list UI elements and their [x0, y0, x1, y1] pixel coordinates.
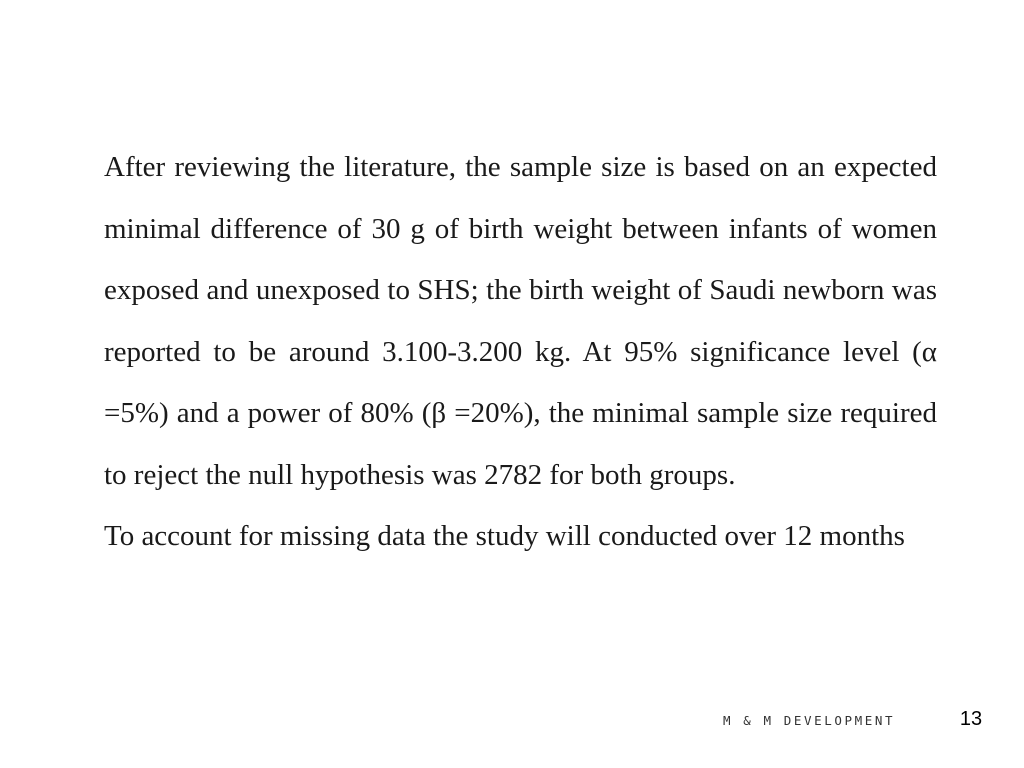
- page-number: 13: [959, 708, 983, 730]
- footer-text: M & M DEVELOPMENT: [723, 712, 896, 728]
- paragraph-study-duration: To account for missing data the study will conducted over 12 months: [104, 520, 905, 552]
- slide-body-text: [104, 137, 937, 568]
- paragraph-sample-size: After reviewing the literature, the sample size is based on an expected minimal difference of 30 g of birth weight between infants of women exposed and unexposed to SHS; the birth weight of Saudi newborn was reported to be around 3.100-3.200 kg. At 95% significance level (α =5%) and a power of 80% (β =20%), the minimal sample size required to reject the null hypothesis was 2782 for both groups.: [104, 151, 937, 491]
